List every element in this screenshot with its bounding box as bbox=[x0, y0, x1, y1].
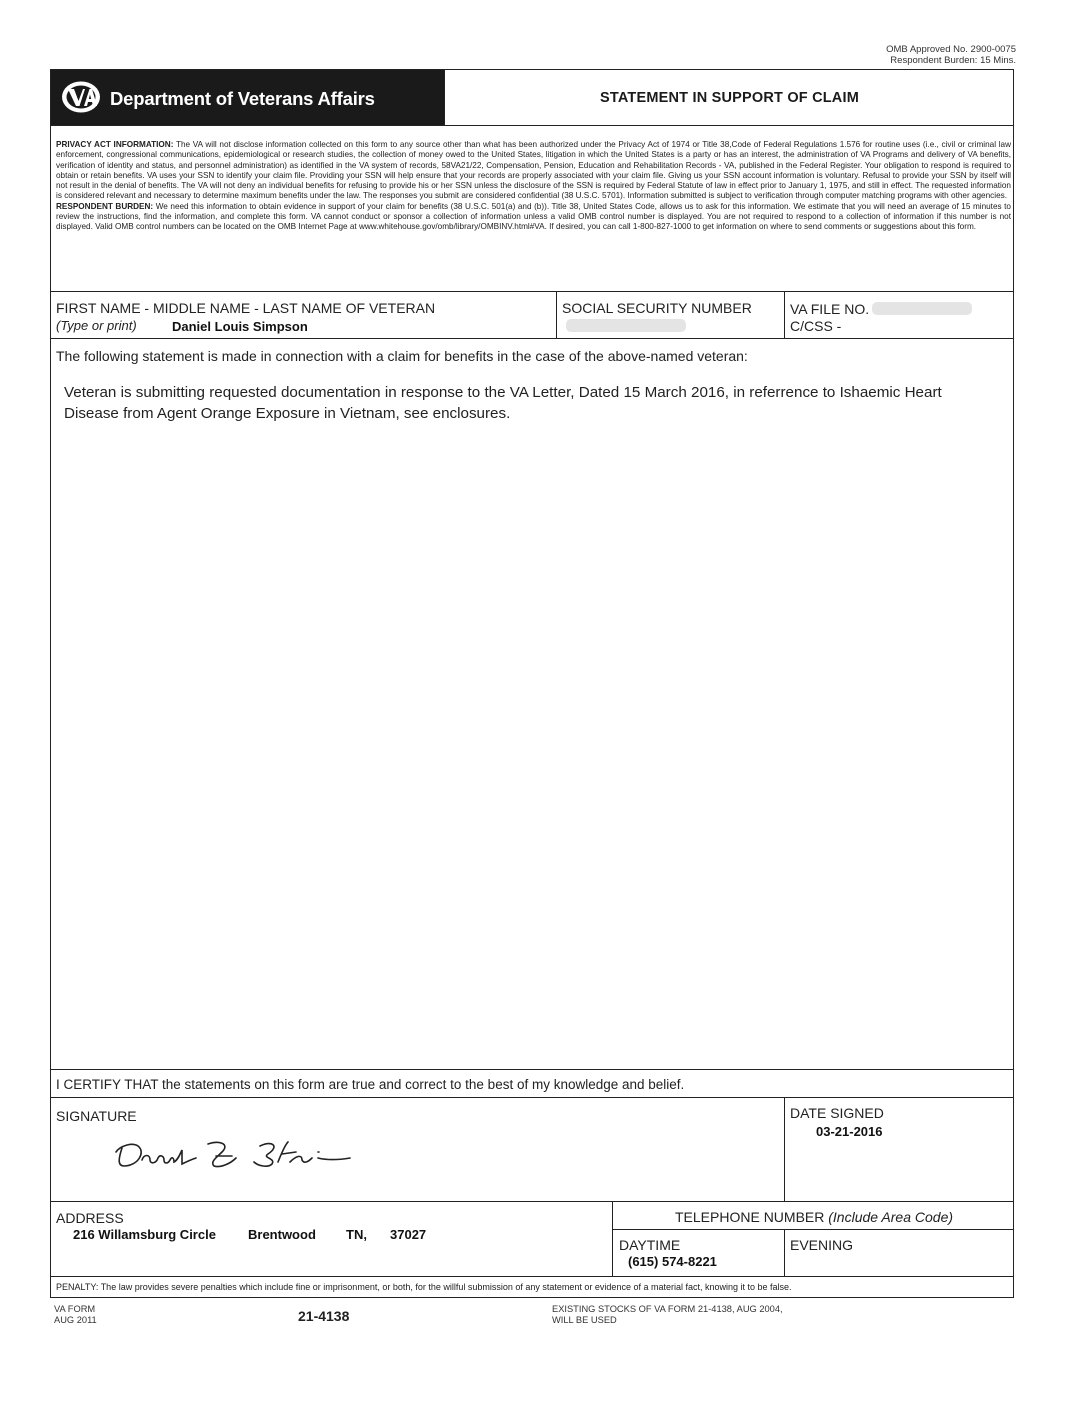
form-date: AUG 2011 bbox=[54, 1314, 97, 1325]
veteran-name-field[interactable]: Daniel Louis Simpson bbox=[172, 319, 308, 334]
date-signed-field[interactable]: 03-21-2016 bbox=[816, 1124, 883, 1139]
va-logo-icon bbox=[60, 80, 102, 114]
daytime-label: DAYTIME bbox=[619, 1237, 681, 1253]
privacy-text: The VA will not disclose information collected on this form to any source other than what has been authorized under the Privacy Act of 1974 or Title 38,Code of Federal Regulations 1.576 for routine uses (i.e., civil or criminal law enforcement, congressional communications, epidemiological or research studies, the collection of money owed to the United States, litigation in which the United States is a party or has an interest, the administration of VA Programs and delivery of VA benefits, verification of identity and status, and personnel administration) as identified in the VA system of records, 58VA21/22, Compensation, Pension, Education and Rehabilitation Records - VA, published in the Federal Register. Your obligation to respond is required to obtain or retain benefits. VA uses your SSN to identify your claim file. Providing your SSN will help ensure that your records are properly associated with your claim file. Giving us your SSN account information is voluntary. Refusal to provide your SSN by itself will not result in the denial of benefits. The VA will not deny an individual benefits for refusing to provide his or her SSN unless the disclosure of the SSN is required by Federal Statute of law in effect prior to January 1, 1975, and still in effect. The requested information is considered relevant and necessary to determine maximum benefits under the law. The responses you submit are considered confidential (38 U.S.C. 5701). Information submitted is subject to verification through computer matching programs with other agencies. bbox=[56, 140, 1011, 201]
agency-name: Department of Veterans Affairs bbox=[110, 88, 375, 109]
signature-label: SIGNATURE bbox=[56, 1108, 137, 1124]
privacy-notice bbox=[56, 140, 1011, 232]
existing-stocks-line1: EXISTING STOCKS OF VA FORM 21-4138, AUG 2004, bbox=[552, 1304, 783, 1314]
va-file-field-redacted[interactable] bbox=[872, 302, 972, 315]
va-file-label: VA FILE NO. bbox=[790, 301, 870, 317]
omb-burden: Respondent Burden: 15 Mins. bbox=[890, 55, 1016, 66]
ssn-field-redacted[interactable] bbox=[566, 319, 686, 332]
address-state[interactable]: TN, bbox=[346, 1227, 367, 1242]
existing-stocks-note bbox=[552, 1304, 783, 1325]
penalty-text: PENALTY: The law provides severe penalties which include fine or imprisonment, or both, for the willful submission of any statement or evidence of a material fact, knowing it to be false. bbox=[56, 1282, 792, 1292]
identification-rule bbox=[50, 338, 1014, 339]
file-divider bbox=[784, 292, 785, 339]
phone-rule bbox=[613, 1229, 1014, 1230]
daytime-phone-field[interactable]: (615) 574-8221 bbox=[628, 1254, 717, 1269]
form-label: VA FORM bbox=[54, 1304, 96, 1314]
evening-divider bbox=[784, 1230, 785, 1277]
ssn-label: SOCIAL SECURITY NUMBER bbox=[562, 300, 752, 316]
privacy-rule bbox=[50, 291, 1014, 292]
phone-label: TELEPHONE NUMBER bbox=[675, 1209, 825, 1225]
omb-approval: OMB Approved No. 2900-0075 bbox=[886, 44, 1016, 55]
privacy-heading: PRIVACY ACT INFORMATION: bbox=[56, 140, 174, 149]
statement-body[interactable]: Veteran is submitting requested documentation in response to the VA Letter, Dated 15 March 2016, in referrence to Ishaemic Heart Disease from Agent Orange Exposure in Vietnam, see enclosures. bbox=[64, 384, 942, 422]
ssn-divider bbox=[556, 292, 557, 339]
statement-intro: The following statement is made in connection with a claim for benefits in the case of the above-named veteran: bbox=[56, 348, 748, 364]
phone-hint: (Include Area Code) bbox=[828, 1209, 954, 1225]
css-label: C/CSS - bbox=[790, 318, 842, 334]
address-zip[interactable]: 37027 bbox=[390, 1227, 427, 1242]
header-rule bbox=[50, 125, 1014, 126]
statement-rule bbox=[50, 1069, 1014, 1070]
phone-heading bbox=[675, 1209, 953, 1225]
burden-text: We need this information to obtain evidence in support of your claim for benefits (38 U.S.C. 501(a) and (b)). Title 38, United States Code, allows us to ask for this information. We estimate that you will need an average of 15 minutes to review the instructions, find the information, and complete this form. VA cannot conduct or sponsor a collection of information unless a valid OMB control number is displayed. You are not required to respond to a collection of information if this number is not displayed. Valid OMB control numbers can be located on the OMB Internet Page at www.whitehouse.gov/omb/library/OMBINV.html#VA. If desired, you can call 1-800-827-1000 to get information on where to send comments or suggestions about this form. bbox=[56, 201, 1011, 231]
form-title: STATEMENT IN SUPPORT OF CLAIM bbox=[599, 90, 859, 106]
contact-rule bbox=[50, 1276, 1014, 1277]
address-city[interactable]: Brentwood bbox=[248, 1227, 316, 1242]
signature-rule bbox=[50, 1201, 1014, 1202]
form-id bbox=[54, 1304, 97, 1325]
certify-text: I CERTIFY THAT the statements on this form are true and correct to the best of my knowledge and belief. bbox=[56, 1077, 685, 1092]
address-street[interactable]: 216 Willamsburg Circle bbox=[73, 1227, 216, 1242]
evening-label: EVENING bbox=[790, 1237, 854, 1253]
phone-divider bbox=[612, 1202, 613, 1277]
veteran-name-label: FIRST NAME - MIDDLE NAME - LAST NAME OF VETERAN bbox=[56, 300, 436, 316]
date-divider bbox=[784, 1098, 785, 1202]
certify-rule bbox=[50, 1097, 1014, 1098]
date-signed-label: DATE SIGNED bbox=[790, 1105, 884, 1121]
veteran-name-hint: (Type or print) bbox=[56, 318, 137, 333]
existing-stocks-line2: WILL BE USED bbox=[552, 1314, 617, 1325]
form-number: 21-4138 bbox=[298, 1308, 350, 1324]
burden-heading: RESPONDENT BURDEN: bbox=[56, 201, 154, 211]
signature-image[interactable] bbox=[112, 1130, 392, 1175]
address-label: ADDRESS bbox=[56, 1210, 124, 1226]
omb-info bbox=[860, 44, 1016, 66]
